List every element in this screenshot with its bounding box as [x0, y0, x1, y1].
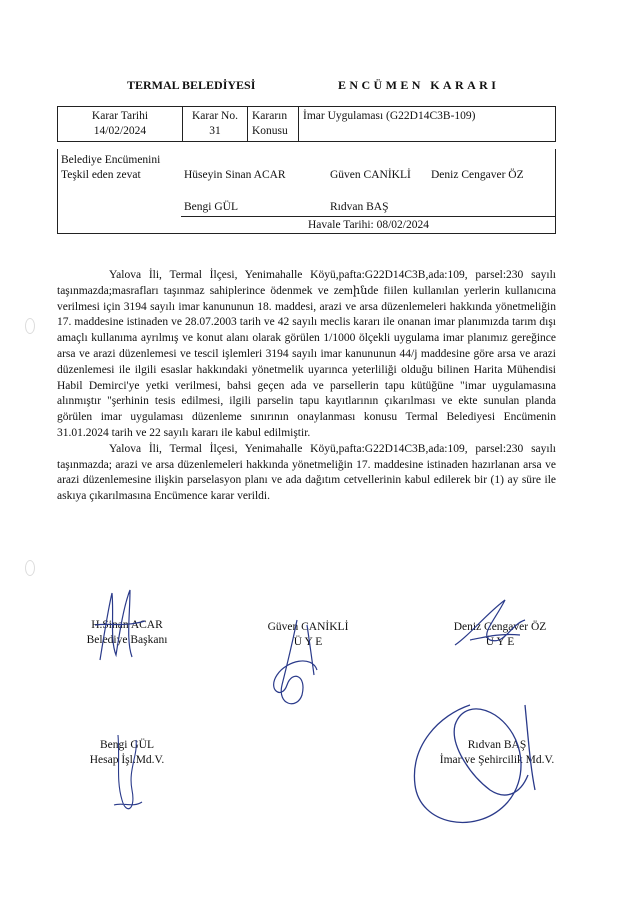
decision-number-label: Karar No.	[192, 110, 238, 122]
member-name: Deniz Cengaver ÖZ	[431, 169, 524, 181]
handwritten-signature	[108, 730, 148, 820]
member-name: Rıdvan BAŞ	[330, 201, 389, 213]
decision-paragraph-2: Yalova İli, Termal İlçesi, Yenimahalle Köyü,pafta:G22D14C3B,ada:109, parsel:230 sayılı taşınmazda; arazi ve arsa düzenlemeleri hakkında yönetmeliğin 17. maddesine istinaden hazırlanan arsa ve arazi düzenlemesine ilişkin parselasyon planı ve ada dağıtım cetvellerinin kabul edilerek bir (1) ay süre ile askıya çıkarılmasına Encümence karar verildi.	[57, 442, 556, 503]
decision-date-value: 14/02/2024	[93, 125, 147, 137]
member-name: Hüseyin Sinan ACAR	[184, 169, 286, 181]
signer-title: Ü Y E	[293, 636, 323, 648]
signer-title: Ü Y E	[485, 636, 515, 648]
signer-name: Bengi GÜL	[100, 739, 154, 751]
council-members-block	[57, 149, 556, 233]
members-label-line-2: Teşkil eden zevat	[61, 169, 141, 181]
member-name: Güven CANİKLİ	[330, 169, 411, 181]
subject-label-cell	[248, 107, 299, 142]
decision-meta-table	[57, 106, 556, 142]
handwritten-signature	[90, 585, 150, 665]
signer-title: Hesap İşl.Md.V.	[89, 754, 165, 766]
decision-number-cell	[183, 107, 248, 142]
decision-number-value: 31	[209, 125, 221, 137]
subject-value: İmar Uygulaması (G22D14C3B-109)	[303, 110, 476, 122]
decision-date-label: Karar Tarihi	[91, 110, 149, 122]
signer-name: Güven CANİKLİ	[267, 621, 349, 633]
signer-name: Rıdvan BAŞ	[467, 739, 527, 751]
handwritten-signature	[262, 615, 332, 715]
document-type-title: ENCÜMEN KARARI	[338, 78, 500, 92]
punch-hole-mark	[25, 560, 35, 576]
member-name: Bengi GÜL	[184, 201, 238, 213]
punch-hole-mark	[25, 318, 35, 334]
signer-title: Belediye Başkanı	[86, 634, 168, 646]
subject-label-line-2: Konusu	[252, 125, 288, 137]
handwritten-signature	[450, 595, 530, 655]
decision-body	[57, 268, 556, 505]
subject-value-cell	[299, 107, 556, 142]
subject-label-line-1: Kararın	[252, 110, 288, 122]
handwritten-signature	[400, 695, 550, 840]
signer-name: Deniz Cengaver ÖZ	[453, 621, 547, 633]
decision-paragraph-1: Yalova İli, Termal İlçesi, Yenimahalle Köyü,pafta:G22D14C3B,ada:109, parsel:230 sayılı taşınmazda;masrafları taşınmaz sahiplerince ödenmek ve zemինde fiilen kullanılan yerlerin kullanıcına verilmesi için 3194 sayılı imar kanununun 18. maddesi, arazi ve arsa düzenlemeleri hakkında yönetmeliğin 17. maddesine istinaden ve 28.07.2003 tarih ve 42 sayılı meclis kararı ile onanan imar planımızda tarım dışı amaçlı kullanıma ayrılmış ve konut alanı olarak görülen 1/1000 ölçekli uygulama imar planımız gereğince arsa ve arazi düzenlemesi ve tescil işlemleri 3194 sayılı imar kanununun 44/j maddesine göre arsa ve arazi düzenlemesi ile ilgili esaslar hakkındaki yönetmelik uyarınca yeterliliği olduğu bilinen Harita Mühendisi Habil Demirci'ye yetki verilmesi, bahsi geçen ada ve parsellerin tapu kütüğüne "imar uygulamasına alınmıştır "şerhinin tesis edilmesi, ilgili parselin tapu kayıtlarının çıkarılması ve ekte sunulan planda görülen imar uygulaması düzenleme sınırının onaylanması konusu Termal Belediyesi Encümenin 31.01.2024 tarih ve 22 sayılı kararı ile kabul edilmiştir.	[57, 269, 556, 439]
decision-date-cell	[58, 107, 183, 142]
members-label-cell	[57, 149, 181, 234]
members-label-line-1: Belediye Encümenini	[61, 154, 161, 166]
referral-date: Havale Tarihi: 08/02/2024	[181, 216, 556, 234]
signer-title: İmar ve Şehircilik Md.V.	[439, 754, 555, 766]
signer-name: H.Sinan ACAR	[91, 619, 163, 631]
municipality-title: TERMAL BELEDİYESİ	[127, 78, 256, 92]
